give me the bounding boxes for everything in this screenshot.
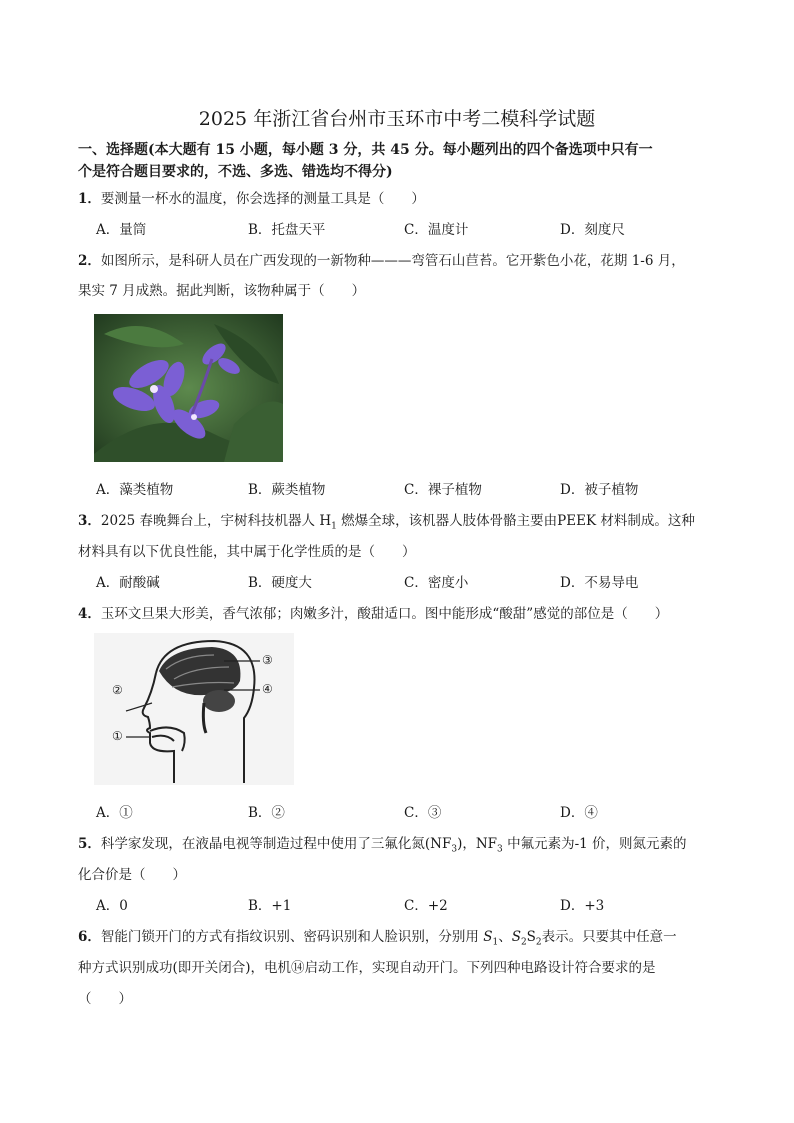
q1-option-d: D．刻度尺 — [560, 222, 625, 238]
figure-label-4: ④ — [262, 682, 273, 696]
question-4 — [78, 602, 668, 622]
q3-option-a: A．耐酸碱 — [96, 575, 160, 591]
question-6 — [78, 925, 677, 948]
question-6-cont: 种方式识别成功(即开关闭合)，电机⑭启动工作，实现自动开门。下列四种电路设计符合要求的是 — [78, 960, 656, 976]
q1-option-c: C．温度计 — [404, 222, 469, 238]
q5-option-b: B．+1 — [248, 898, 292, 914]
q5-option-a: A．0 — [96, 898, 128, 914]
flower-photo-svg — [94, 314, 283, 462]
q4-option-a: A．① — [96, 805, 133, 821]
question-6-paren: （ ） — [78, 991, 132, 1007]
question-number: 4． — [78, 606, 101, 622]
head-brain-diagram-icon — [94, 633, 294, 785]
figure-label-2: ② — [112, 683, 123, 697]
subscript: 2 — [535, 937, 542, 948]
question-2 — [78, 249, 685, 269]
q4-option-d: D．④ — [560, 805, 598, 821]
q2-option-d: D．被子植物 — [560, 482, 639, 498]
italic-s: S — [483, 929, 493, 945]
q4-option-c: C．③ — [404, 805, 442, 821]
figure-label-1: ① — [112, 729, 123, 743]
question-5-cont: 化合价是（ ） — [78, 867, 186, 883]
q2-option-c: C．裸子植物 — [404, 482, 482, 498]
q5-option-c: C．+2 — [404, 898, 448, 914]
question-text: 玉环文旦果大形美，香气浓郁；肉嫩多汁，酸甜适口。图中能形成“酸甜”感觉的部位是（ ） — [100, 606, 669, 622]
flower-photo-icon — [94, 314, 283, 462]
question-text: 2025 春晚舞台上，宇树科技机器人 H — [100, 513, 332, 529]
subscript: 1 — [331, 521, 337, 532]
subscript: 3 — [451, 844, 458, 855]
figure-label-3: ③ — [262, 653, 273, 667]
q1-option-a: A．量筒 — [96, 222, 147, 238]
section-heading-line2: 个是符合题目要求的，不选、多选、错选均不得分) — [78, 164, 393, 180]
subscript: 1 — [492, 937, 499, 948]
question-5 — [78, 832, 687, 855]
italic-s-plain: S — [526, 929, 536, 945]
q3-option-c: C．密度小 — [404, 575, 469, 591]
question-text: 智能门锁开门的方式有指纹识别、密码识别和人脸识别，分别用 — [100, 929, 484, 945]
question-number: 2． — [78, 253, 101, 269]
question-text: 中氟元素为-1 价，则氮元素的 — [502, 836, 687, 852]
question-3-cont: 材料具有以下优良性能，其中属于化学性质的是（ ） — [78, 544, 416, 560]
question-text: 燃爆全球，该机器人肢体骨骼主要由PEEK 材料制成。这种 — [336, 513, 695, 529]
q4-option-b: B．② — [248, 805, 285, 821]
section-heading-line1: 一、选择题(本大题有 15 小题，每小题 3 分，共 45 分。每小题列出的四个备选项中只有一 — [78, 142, 653, 158]
question-2-cont: 果实 7 月成熟。据此判断，该物种属于（ ） — [78, 283, 366, 299]
q3-option-d: D．不易导电 — [560, 575, 639, 591]
q5-option-d: D．+3 — [560, 898, 605, 914]
q2-option-a: A．藻类植物 — [96, 482, 174, 498]
question-number: 5． — [78, 836, 101, 852]
question-number: 6． — [78, 929, 101, 945]
page-title: 2025 年浙江省台州市玉环市中考二模科学试题 — [198, 108, 596, 130]
question-text: )，NF — [457, 836, 498, 852]
q2-option-b: B．蕨类植物 — [248, 482, 326, 498]
q1-option-b: B．托盘天平 — [248, 222, 326, 238]
question-number: 3． — [78, 513, 101, 529]
question-3 — [78, 509, 695, 532]
question-text: 、 — [498, 929, 512, 945]
question-number: 1． — [78, 191, 101, 207]
italic-s: S — [511, 929, 521, 945]
q3-option-b: B．硬度大 — [248, 575, 312, 591]
subscript: 2 — [520, 937, 527, 948]
question-1 — [78, 187, 425, 207]
question-text: 表示。只要其中任意一 — [541, 929, 677, 945]
question-text: 如图所示，是科研人员在广西发现的一新物种———弯管石山苣苔。它开紫色小花，花期 1-6 月， — [100, 253, 685, 269]
question-text: 要测量一杯水的温度，你会选择的测量工具是（ ） — [100, 191, 425, 207]
subscript: 3 — [497, 844, 503, 855]
question-text: 科学家发现，在液晶电视等制造过程中使用了三氟化氮(NF — [100, 836, 452, 852]
